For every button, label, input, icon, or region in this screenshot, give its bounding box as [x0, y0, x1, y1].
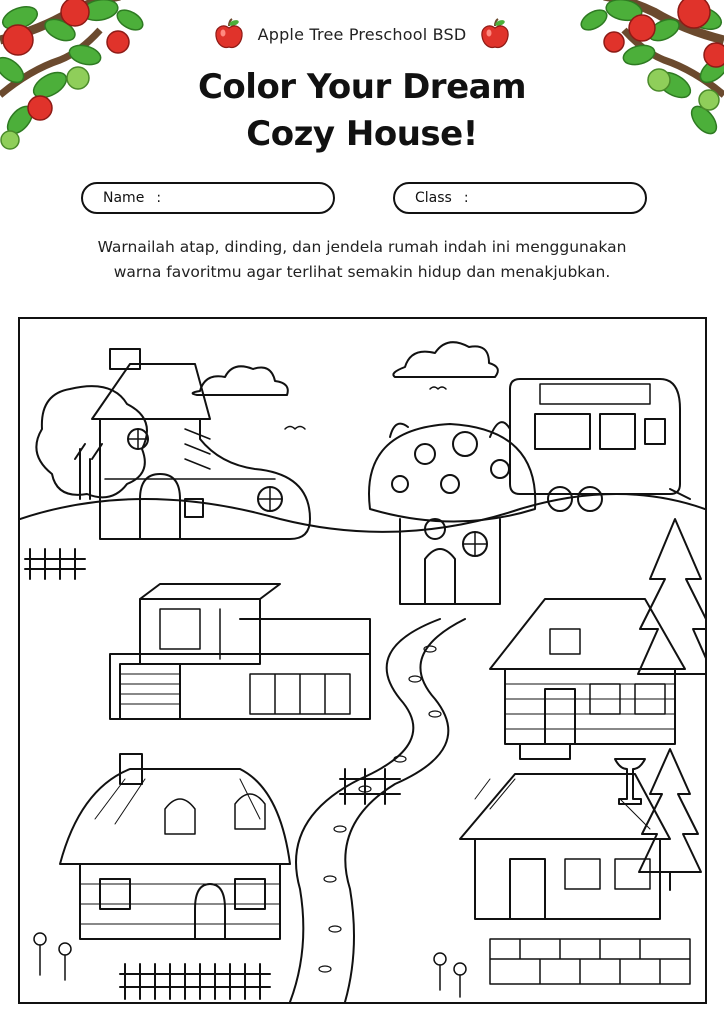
name-field-box [81, 182, 335, 214]
class-field-box [393, 182, 647, 214]
tiled-roof-house [460, 774, 670, 919]
picket-fence [120, 964, 270, 999]
bird [285, 427, 305, 430]
name-separator: : [156, 190, 162, 206]
cloud [193, 366, 288, 395]
fence [25, 549, 85, 579]
apple-icon [480, 18, 510, 50]
log-cabin [490, 599, 685, 759]
stone-wall [490, 939, 690, 984]
boot-house [92, 349, 310, 539]
instruction-line-2: warna favoritmu agar terlihat semakin hidup dan menakjubkan. [113, 263, 611, 281]
thatched-cottage [60, 754, 290, 939]
name-label: Name [103, 190, 145, 206]
cloud [393, 342, 498, 377]
class-input[interactable] [475, 186, 649, 210]
instruction-line-1: Warnailah atap, dinding, dan jendela rumah indah ini menggunakan [97, 238, 627, 256]
pine-tree [639, 749, 701, 890]
coloring-village-illustration [20, 319, 705, 1002]
apple-icon [214, 18, 244, 50]
school-name: Apple Tree Preschool BSD [257, 24, 467, 44]
page-title [0, 64, 724, 158]
bird [430, 387, 446, 389]
tree [36, 386, 147, 499]
title-line-1: Color Your Dream [197, 67, 526, 107]
camper-van [510, 379, 690, 511]
pine-tree [638, 519, 705, 699]
title-line-2: Cozy House! [246, 114, 478, 154]
instruction-text [40, 235, 684, 285]
coloring-picture-frame [18, 317, 707, 1004]
birdbath [615, 759, 645, 804]
name-input[interactable] [167, 186, 341, 210]
school-header [0, 14, 724, 54]
modern-house [110, 584, 370, 719]
class-label: Class [415, 190, 452, 206]
winding-path [345, 619, 465, 1002]
class-separator: : [463, 190, 469, 206]
